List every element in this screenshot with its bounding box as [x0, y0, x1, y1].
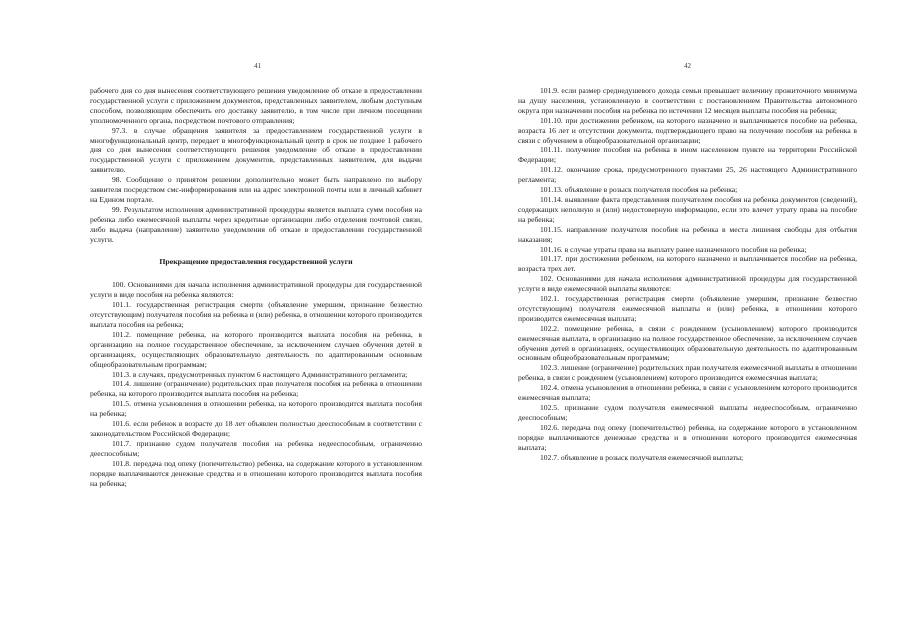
paragraph: 102.2. помещение ребенка, в связи с рождением (усыновлением) которого производится ежемесячная выплата, в организацию на полное государственное обеспечение, за исключением случаев обучения детей в организациях, осуществляющих образовательную деятельность по адаптированным основным общеобразовательным программам; [518, 323, 857, 363]
paragraph: 101.15. направление получателя пособия на ребенка в места лишения свободы для отбытия наказания; [518, 224, 857, 244]
paragraph: 101.8. передача под опеку (попечительство) ребенка, на содержание которого в установленном порядке выплачиваются денежные средства и в отношении которого производится выплата пособия на ребенка; [90, 458, 422, 488]
paragraph: 102.4. отмена усыновления в отношении ребенка, в связи с усыновлением которого производится ежемесячная выплата; [518, 383, 857, 403]
paragraph: 100. Основаниями для начала исполнения административной процедуры для государственной услуги в виде пособия на ребенка являются: [90, 280, 422, 300]
paragraph: 97.3. в случае обращения заявителя за предоставлением государственной услуги в многофункциональный центр, передает в многофункциональный центр в срок не позднее 1 рабочего дня со дня вынесения соответствующего решения уведомление об отказе в предоставлении государственной услуги с приложением документов, представленных заявителем, для выдачи заявителю. [90, 125, 422, 175]
paragraph: рабочего дня со дня вынесения соответствующего решения уведомление об отказе в предоставлении государственной услуги с приложением документов, представленных заявителем, любым доступным способом, позволяющим обеспечить его доставку заявителю, в том числе при личном посещении уполномоченного органа, посредством почтового отправления; [90, 86, 422, 125]
paragraph: 101.14. выявление факта представления получателем пособия на ребенка документов (сведений), содержащих неполную и (или) недостоверную информацию, если это влечет утрату права на пособие на ребенка; [518, 194, 857, 224]
paragraph: 101.9. если размер среднедушевого дохода семьи превышает величину прожиточного минимума на душу населения, установленную в соответствии с постановлением Правительства автономного округа при назначении пособия на ребенка по истечении 12 месяцев выплаты пособия на ребенка; [518, 86, 857, 115]
paragraph: 101.12. окончание срока, предусмотренного пунктами 25, 26 настоящего Административного регламента; [518, 165, 857, 185]
left-text-column [90, 86, 422, 488]
paragraph: 102.3. лишение (ограничение) родительских прав получателя ежемесячной выплаты в отношении ребенка, в связи с рождением (усыновлением) которого производится ежемесячная выплата; [518, 363, 857, 383]
paragraph: 98. Сообщение о принятом решении дополнительно может быть направлено по выбору заявителя посредством смс-информирования или на адрес электронной почты или в личный кабинет на Едином портале. [90, 175, 422, 204]
paragraph: 101.5. отмена усыновления в отношении ребенка, на которого производится выплата пособия на ребенка; [90, 399, 422, 419]
paragraph: 102.5. признание судом получателя ежемесячной выплаты недееспособным, ограниченно дееспособным; [518, 403, 857, 422]
paragraph: 101.3. в случаях, предусмотренных пунктом 6 настоящего Административного регламента; [112, 369, 408, 379]
left-page [0, 0, 452, 640]
right-text-column [518, 86, 857, 462]
paragraph: 102.1. государственная регистрация смерти (объявление умершим, признание безвестно отсутствующим) получателя ежемесячной выплаты и (или) ребенка, в отношении которого производится ежемесячная выплата; [518, 294, 857, 323]
paragraph: 101.11. получение пособия на ребенка в ином населенном пункте на территории Российской Федерации; [518, 145, 857, 165]
paragraph: 101.1. государственная регистрация смерти (объявление умершим, признание безвестно отсутствующим) получателя пособия на ребенка и (или) ребенка, в отношении которого производится выплата пособия на ребенка; [90, 300, 422, 330]
paragraph: 101.10. при достижении ребенком, на которого назначено и выплачивается пособие на ребенка, возраста 16 лет и отсутствии документа, подтверждающего право на получение пособия на ребенка в связи с обучением в общеобразовательной организации; [518, 115, 857, 145]
paragraph: 102.6. передача под опеку (попечительство) ребенка, на содержание которого в установленном порядке выплачиваются денежные средства и в отношении которого производится ежемесячная выплата; [518, 422, 857, 452]
paragraph: 101.6. если ребенок в возрасте до 18 лет объявлен полностью дееспособным в соответствии с законодательством Российской Федерации; [90, 419, 422, 438]
paragraph: 101.16. в случае утраты права на выплату ранее назначенного пособия на ребенка; [540, 244, 807, 254]
paragraph: 101.2. помещение ребенка, на которого производится выплата пособия на ребенка, в организацию на полное государственное обеспечение, за исключением случаев обучения детей в организациях, осуществляющих образовательную деятельность по адаптированным основным общеобразовательным программам; [90, 329, 422, 369]
paragraph: 101.13. объявление в розыск получателя пособия на ребенка; [540, 185, 738, 195]
paragraph: 99. Результатом исполнения административной процедуры является выплата сумм пособия на ребенка либо ежемесячной выплаты через кредитные организации либо отделения почтовой связи, либо выдача (направление) заявителю уведомления об отказе в предоставлении государственной услуги. [90, 204, 422, 244]
page-number: 42 [684, 62, 691, 70]
paragraph: 102. Основаниями для начала исполнения административной процедуры для государственной услуги в виде ежемесячной выплаты являются: [518, 274, 857, 294]
paragraph: 102.7. объявление в розыск получателя ежемесячной выплаты; [540, 452, 744, 462]
paragraph: 101.7. признание судом получателя пособия на ребенка недееспособным, ограниченно дееспособным; [90, 438, 422, 458]
paragraph: 101.17. при достижении ребенком, на которого назначено и выплачивается пособие на ребенка, возраста трех лет. [518, 254, 857, 274]
page-number: 41 [254, 62, 261, 70]
section-heading: Прекращение предоставления государственной услуги [159, 256, 353, 266]
right-page [452, 0, 905, 640]
paragraph: 101.4. лишение (ограничение) родительских прав получателя пособия на ребенка в отношении ребенка, на которого производится выплата пособия на ребенка; [90, 379, 422, 399]
